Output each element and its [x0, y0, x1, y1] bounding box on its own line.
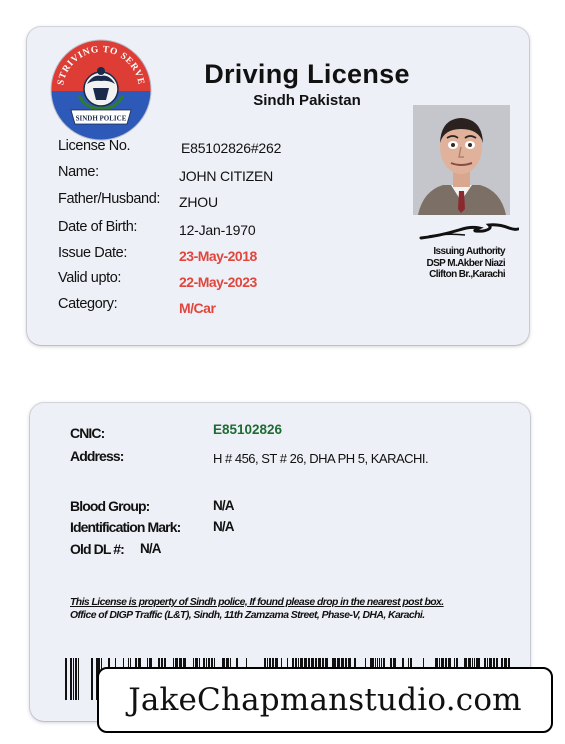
- cnic-value: E85102826: [213, 422, 283, 437]
- svg-text:SINDH POLICE: SINDH POLICE: [75, 114, 127, 123]
- cnic-label: CNIC:: [70, 425, 105, 441]
- svg-text:STRIVING TO SERVE: STRIVING TO SERVE: [56, 44, 146, 87]
- license-number-value: E85102826#262: [181, 140, 282, 156]
- license-front-card: [27, 27, 529, 345]
- portrait-image: [413, 105, 510, 215]
- office-address-notice: Office of DIGP Traffic (L&T), Sindh, 11th Zamzama Street, Phase-V, DHA, Karachi.: [70, 610, 425, 621]
- issue-date-label: Issue Date:: [58, 245, 127, 261]
- identification-mark-value: N/A: [213, 519, 234, 534]
- license-subtitle: Sindh Pakistan: [253, 92, 361, 109]
- property-notice: This License is property of Sindh police, If found please drop in the nearest post box.: [70, 597, 444, 608]
- valid-upto-label: Valid upto:: [58, 270, 122, 286]
- old-dl-value: N/A: [140, 541, 161, 556]
- father-husband-value: ZHOU: [179, 194, 218, 210]
- category-value: M/Car: [179, 300, 216, 316]
- name-value: JOHN CITIZEN: [179, 168, 274, 184]
- license-title: Driving License: [204, 59, 410, 89]
- holder-photo: [413, 105, 510, 215]
- date-of-birth-value: 12-Jan-1970: [179, 222, 256, 238]
- valid-upto-value: 22-May-2023: [179, 274, 257, 290]
- license-number-label: License No.: [58, 138, 131, 154]
- issuing-authority-signature: [419, 221, 519, 241]
- category-label: Category:: [58, 296, 118, 312]
- address-value: H # 456, ST # 26, DHA PH 5, KARACHI.: [213, 451, 429, 466]
- father-husband-label: Father/Husband:: [58, 191, 161, 207]
- issue-date-value: 23-May-2018: [179, 248, 257, 264]
- name-label: Name:: [58, 164, 99, 180]
- sindh-police-seal-logo: [49, 38, 153, 142]
- watermark-banner: JakeChapmanstudio.com: [97, 667, 553, 733]
- issuing-authority-officer: DSP M.Akber Niazi: [426, 257, 505, 269]
- blood-group-value: N/A: [213, 498, 234, 513]
- issuing-authority-branch: Clifton Br.,Karachi: [429, 269, 505, 280]
- old-dl-label: Old DL #:: [70, 541, 124, 557]
- blood-group-label: Blood Group:: [70, 498, 150, 514]
- date-of-birth-label: Date of Birth:: [58, 219, 138, 235]
- identification-mark-label: Identification Mark:: [70, 519, 181, 535]
- issuing-authority-block: [387, 246, 505, 281]
- address-label: Address:: [70, 448, 124, 464]
- issuing-authority-title: Issuing Authority: [433, 246, 505, 257]
